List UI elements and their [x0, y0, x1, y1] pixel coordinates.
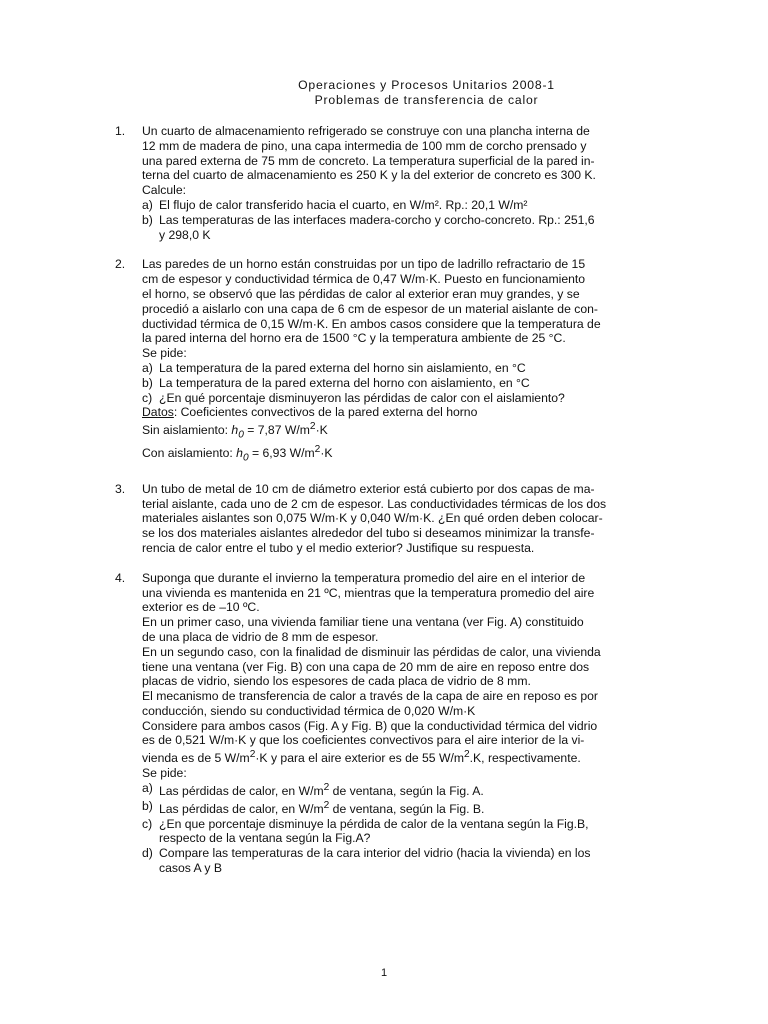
- sub-question-c: [142, 817, 708, 832]
- problem-text-line: cm de espesor y conductividad térmica de 0,47 W/m·K. Puesto en funcionamiento: [142, 272, 586, 287]
- problem-number: 2.: [115, 257, 126, 272]
- sub-question-b: b) Las pérdidas de calor, en $W/m^2$ de ventana, según la Fig. B.: [142, 798, 485, 816]
- sub-question-text: El flujo de calor transferido hacia el cuarto, en W/m². Rp.: 20,1 W/m²: [159, 197, 528, 212]
- coefficient-without-insulation: Sin aislamiento: $h_0 = 7,87$ $W/m^2\cdot K$: [142, 421, 328, 441]
- problem-number: 4.: [115, 570, 126, 585]
- document-header: [115, 78, 708, 108]
- sub-question-c: [142, 391, 708, 406]
- problem-number: 3.: [115, 481, 126, 496]
- sub-question-text-cont: respecto de la ventana según la Fig.A?: [159, 831, 371, 846]
- problem-text-line: tiene una ventana (ver Fig. B) con una capa de 20 mm de aire en reposo entre dos: [142, 659, 590, 674]
- sub-question-text-cont: y 298,0 K: [159, 227, 211, 242]
- problem-text-line: El mecanismo de transferencia de calor a través de la capa de aire en reposo es por: [142, 689, 598, 704]
- sub-question-text: Compare las temperaturas de la cara interior del vidrio (hacia la vivienda) en los: [159, 846, 591, 861]
- course-title: Operaciones y Procesos Unitarios 2008-1: [298, 78, 555, 92]
- sub-letter: a): [142, 780, 153, 795]
- problem-number: 1.: [115, 124, 126, 138]
- problem-text-line: conducción, siendo su conductividad térmica de 0,020 W/m·K: [142, 703, 476, 718]
- sub-letter: c): [142, 816, 153, 831]
- sub-letter: c): [142, 390, 153, 405]
- problem-text-line: Considere para ambos casos (Fig. A y Fig. B) que la conductividad térmica del vidrio: [142, 718, 598, 733]
- data-text: : Coeficientes convectivos de la pared externa del horno: [173, 405, 478, 420]
- problem-text-line: terial aislante, cada uno de 2 cm de espesor. Las conductividades térmicas de los dos: [142, 496, 607, 511]
- page-number: 1: [380, 967, 388, 979]
- problem-text-line: una pared externa de 75 mm de concreto. La temperatura superficial de la pared in-: [142, 153, 595, 168]
- sub-question-text-cont: casos A y B: [159, 861, 223, 876]
- problem-text-line: Un tubo de metal de 10 cm de diámetro exterior está cubierto por dos capas de ma-: [142, 481, 595, 496]
- sub-question-a: [142, 361, 708, 376]
- sub-question-a: [142, 198, 708, 213]
- data-line: [142, 405, 708, 420]
- sub-question-a: a) Las pérdidas de calor, en $W/m^2$ de ventana, según la Fig. A.: [142, 780, 484, 798]
- sub-question-b: [142, 376, 708, 391]
- data-label: Datos: [142, 405, 174, 420]
- problem-text-line: vienda es de 5 $W/m^2\cdot K$ y para el aire exterior es de 55 $W/m^2.K$, respectivamente.: [142, 749, 581, 766]
- sub-question-b: [142, 213, 708, 228]
- sub-letter: a): [142, 197, 153, 212]
- problem-text-line: procedió a aislarlo con una capa de 6 cm de espesor de un material aislante de con-: [142, 301, 598, 316]
- problem-text-line: Suponga que durante el invierno la temperatura promedio del aire en el interior de: [142, 570, 586, 585]
- sub-question-d: [142, 846, 708, 861]
- problem-text-line: En un primer caso, una vivienda familiar tiene una ventana (ver Fig. A) constituido: [142, 615, 584, 630]
- problem-list: [115, 124, 708, 876]
- problem-text-line: se los dos materiales aislantes alrededor del tubo si deseamos minimizar la transfe-: [142, 526, 595, 541]
- problem-2: [115, 257, 708, 466]
- problem-text-line: materiales aislantes son 0,075 W/m·K y 0,040 W/m·K. ¿En qué orden deben colocar-: [142, 511, 603, 526]
- problem-text-line: exterior es de –10 ºC.: [142, 600, 260, 615]
- problem-text-line: rencia de calor entre el tubo y el medio exterior? Justifique su respuesta.: [142, 540, 535, 555]
- problem-text-line: es de 0,521 W/m·K y que los coeficientes convectivos para el aire interior de la vi-: [142, 733, 585, 748]
- sub-letter: a): [142, 360, 153, 375]
- problem-text-line: Se pide:: [142, 346, 187, 361]
- problem-text-line: En un segundo caso, con la finalidad de disminuir las pérdidas de calor, una vivienda: [142, 644, 601, 659]
- problem-text-line: placas de vidrio, siendo los espesores de cada placa de vidrio de 8 mm.: [142, 674, 531, 689]
- sub-question-text: La temperatura de la pared externa del horno con aislamiento, en °C: [159, 375, 530, 390]
- problem-text-line: 12 mm de madera de pino, una capa intermedia de 100 mm de corcho prensado y: [142, 138, 587, 153]
- problem-1: [115, 124, 708, 242]
- problem-text-line: una vivienda es mantenida en 21 ºC, mientras que la temperatura promedio del aire: [142, 585, 595, 600]
- problem-text-line: Las paredes de un horno están construidas por un tipo de ladrillo refractario de 15: [142, 257, 586, 272]
- coefficient-with-insulation: Con aislamiento: $h_0 = 6,93$ $W/m^2\cdot K$: [142, 444, 333, 464]
- problem-text-line: ductividad térmica de 0,15 W/m·K. En ambos casos considere que la temperatura de: [142, 316, 601, 331]
- problem-3: [115, 482, 708, 556]
- sub-letter: b): [142, 798, 153, 813]
- sub-letter: d): [142, 846, 153, 861]
- problem-text-line: terna del cuarto de almacenamiento es 250 K y la del exterior de concreto es 300 K.: [142, 168, 596, 183]
- problem-text-line: de una placa de vidrio de 8 mm de espesor.: [142, 629, 379, 644]
- problem-text-line: Calcule:: [142, 183, 187, 198]
- sub-question-text: Las temperaturas de las interfaces madera-corcho y corcho-concreto. Rp.: 251,6: [159, 212, 595, 227]
- sub-letter: b): [142, 375, 153, 390]
- problem-set-title: Problemas de transferencia de calor: [314, 93, 539, 107]
- sub-letter: b): [142, 212, 153, 227]
- sub-question-text: La temperatura de la pared externa del horno sin aislamiento, en °C: [159, 360, 526, 375]
- problem-4: [115, 571, 708, 876]
- sub-question-text: ¿En que porcentaje disminuye la pérdida de calor de la ventana según la Fig.B,: [159, 816, 589, 831]
- problem-text-line: Un cuarto de almacenamiento refrigerado se construye con una plancha interna de: [142, 124, 590, 138]
- sub-question-text: ¿En qué porcentaje disminuyeron las pérdidas de calor con el aislamiento?: [159, 390, 565, 405]
- problem-text-line: la pared interna del horno era de 1500 °C y la temperatura ambiente de 25 °C.: [142, 331, 566, 346]
- problem-text-line: Se pide:: [142, 766, 187, 781]
- problem-text-line: el horno, se observó que las pérdidas de calor al exterior eran muy grandes, y se: [142, 286, 580, 301]
